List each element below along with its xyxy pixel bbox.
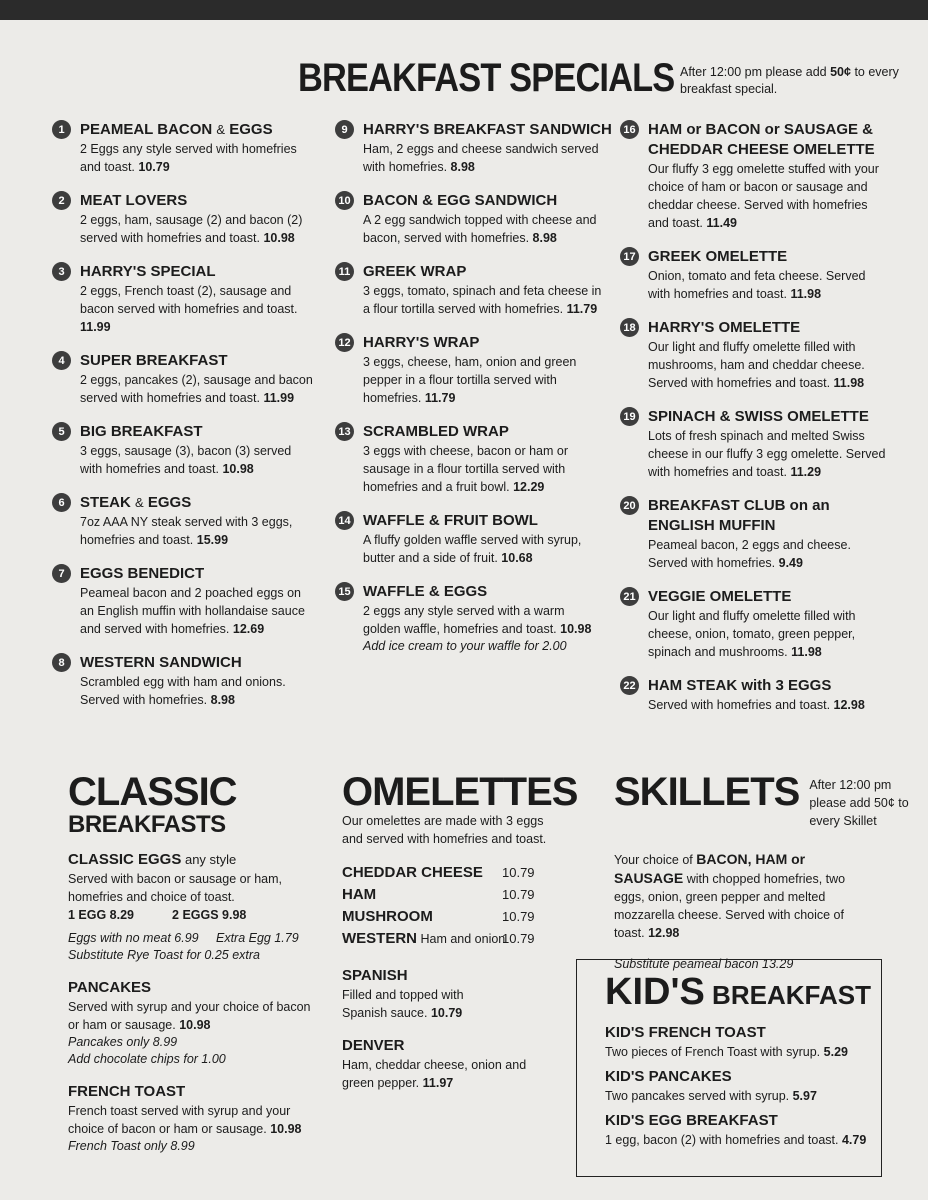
item-name: SPINACH & SWISS OMELETTE [648,408,869,425]
item-description: 1 egg, bacon (2) with homefries and toast. 4.79 [605,1133,867,1147]
menu-item [52,493,314,549]
item-description: Ham, 2 eggs and cheese sandwich served with homefries. 8.98 [363,142,599,174]
kids-item [605,1023,869,1061]
item-description: A fluffy golden waffle served with syrup, butter and a side of fruit. 10.68 [363,533,582,565]
item-number-badge: 13 [335,422,354,441]
item-number-badge: 7 [52,564,71,583]
menu-item [52,351,314,407]
omelette-row: WESTERN Ham and onion 10.79 [342,930,535,947]
pancakes-item [68,978,318,1068]
item-name: WAFFLE & FRUIT BOWL [363,512,538,529]
item-number-badge: 8 [52,653,71,672]
item-description: 2 eggs any style served with a warm golden waffle, homefries and toast. 10.98 [363,604,592,636]
menu-item [335,191,603,247]
item-number-badge: 19 [620,407,639,426]
item-number-badge: 10 [335,191,354,210]
item-name: HARRY'S WRAP [363,334,480,351]
item-number-badge: 14 [335,511,354,530]
item-number-badge: 9 [335,120,354,139]
item-name: HARRY'S BREAKFAST SANDWICH [363,121,612,138]
omelette-row: HAM 10.79 [342,886,535,903]
kids-item [605,1067,869,1105]
item-name: KID'S PANCAKES [605,1068,732,1085]
item-name: EGGS BENEDICT [80,565,205,582]
skillets-header [614,772,914,830]
item-number-badge: 1 [52,120,71,139]
menu-item [52,262,314,336]
menu-item [52,653,314,709]
specials-column-3 [620,120,890,729]
kids-heading: KID'S BREAKFAST [605,971,871,1013]
item-number-badge: 16 [620,120,639,139]
specials-column-1 [52,120,314,724]
item-number-badge: 22 [620,676,639,695]
kids-item [605,1111,869,1149]
menu-item [52,422,314,478]
item-description: Our light and fluffy omelette filled with cheese, onion, tomato, green pepper, spinach and mushrooms. 11.98 [648,609,856,659]
item-name: KID'S FRENCH TOAST [605,1024,766,1041]
kids-breakfast-box [576,959,882,1177]
item-name: SCRAMBLED WRAP [363,423,509,440]
spanish-omelette-item [342,966,562,1022]
item-name: BACON & EGG SANDWICH [363,192,558,209]
item-name: MEAT LOVERS [80,192,188,209]
item-number-badge: 2 [52,191,71,210]
denver-omelette-item [342,1036,562,1092]
item-name: GREEK OMELETTE [648,248,788,265]
item-name: BREAKFAST CLUB on an [648,497,830,514]
item-description: 3 eggs, sausage (3), bacon (3) served with homefries and toast. 10.98 [80,444,292,476]
item-name: HAM or BACON or SAUSAGE & [648,121,874,138]
item-number-badge: 4 [52,351,71,370]
skillet-substitute-note: Substitute peameal bacon 13.29 [614,957,794,971]
item-note: Add chocolate chips for 1.00 [68,1052,226,1066]
omelette-row: CHEDDAR CHEESE 10.79 [342,864,535,881]
item-note: Substitute Rye Toast for 0.25 extra [68,948,261,962]
menu-title: BREAKFAST SPECIALS [298,56,675,100]
item-description: Filled and topped with Spanish sauce. 10.79 [342,988,464,1020]
item-name: FRENCH TOAST [68,1083,186,1100]
item-description: Peameal bacon, 2 eggs and cheese. Served with homefries. 9.49 [648,538,851,570]
item-name: HAM STEAK with 3 EGGS [648,677,832,694]
menu-item [335,262,603,318]
item-name: SUPER BREAKFAST [80,352,228,369]
item-description: Served with bacon or sausage or ham, homefries and choice of toast. [68,872,283,904]
item-number-badge: 5 [52,422,71,441]
item-description: 2 eggs, French toast (2), sausage and bacon served with homefries and toast. 11.99 [80,284,298,334]
menu-item [620,120,890,232]
section-subheading: BREAKFASTS [68,811,226,838]
item-name: BIG BREAKFAST [80,423,203,440]
item-description: Scrambled egg with ham and onions. Served with homefries. 8.98 [80,675,286,707]
section-heading: OMELETTES [342,770,578,814]
item-name: PEAMEAL BACON & EGGS [80,121,273,138]
item-name: HARRY'S SPECIAL [80,263,216,280]
menu-item [52,191,314,247]
menu-item [52,120,314,176]
item-description: Our fluffy 3 egg omelette stuffed with your choice of ham or bacon or sausage and cheddar cheese. Served with homefries and toast. 11.49 [648,162,879,230]
item-name: KID'S EGG BREAKFAST [605,1112,778,1129]
item-description: Onion, tomato and feta cheese. Served with homefries and toast. 11.98 [648,269,866,301]
menu-item [335,511,603,567]
item-note: Add ice cream to your waffle for 2.00 [363,639,567,653]
item-number-badge: 12 [335,333,354,352]
item-description: 3 eggs with cheese, bacon or ham or sausage in a flour tortilla served with homefries and a fruit bowl. 12.29 [363,444,568,494]
menu-item [620,318,890,392]
omelettes-section [342,770,578,1106]
title-note: After 12:00 pm please add 50¢ to every breakfast special. [680,65,899,96]
section-heading: SKILLETS [614,770,800,814]
item-description: French toast served with syrup and your choice of bacon or ham or sausage. 10.98 [68,1104,302,1136]
item-description: Lots of fresh spinach and melted Swiss cheese in our fluffy 3 egg omelette. Served with homefries and toast. 11.29 [648,429,886,479]
omelette-row: MUSHROOM 10.79 [342,908,535,925]
specials-column-2 [335,120,612,670]
item-description: Two pancakes served with syrup. 5.97 [605,1089,817,1103]
item-note: Pancakes only 8.99 [68,1035,178,1049]
item-description: 7oz AAA NY steak served with 3 eggs, homefries and toast. 15.99 [80,515,293,547]
item-description: 3 eggs, cheese, ham, onion and green pepper in a flour tortilla served with homefries. 11.79 [363,355,577,405]
item-description: Ham, cheddar cheese, onion and green pepper. 11.97 [342,1058,527,1090]
item-name: PANCAKES [68,979,152,996]
menu-item [620,407,890,481]
menu-item [335,333,603,407]
item-number-badge: 20 [620,496,639,515]
egg-prices: 1 EGG 8.29 2 EGGS 9.98 [68,908,247,922]
item-note: Eggs with no meat 6.99 Extra Egg 1.79 [68,931,299,945]
item-number-badge: 3 [52,262,71,281]
top-border [0,0,928,20]
item-number-badge: 11 [335,262,354,281]
menu-item [620,587,890,661]
item-description: A 2 egg sandwich topped with cheese and bacon, served with homefries. 8.98 [363,213,597,245]
item-name: VEGGIE OMELETTE [648,588,792,605]
omelette-price-list [342,862,562,950]
menu-item [335,120,612,176]
item-description: 2 eggs, pancakes (2), sausage and bacon served with homefries and toast. 11.99 [80,373,313,405]
item-name: CLASSIC EGGS any style [68,851,237,868]
menu-item [620,247,890,303]
classic-breakfasts-section [68,772,318,1169]
item-name-line2: ENGLISH MUFFIN [648,517,776,534]
item-description: Peameal bacon and 2 poached eggs on an English muffin with hollandaise sauce and served with homefries. 12.69 [80,586,305,636]
item-number-badge: 6 [52,493,71,512]
menu-item [620,676,890,714]
item-description: Served with homefries and toast. 12.98 [648,698,865,712]
section-intro: Our omelettes are made with 3 eggs and served with homefries and toast. [342,814,547,846]
menu-item [620,496,890,572]
skillet-description: Your choice of BACON, HAM or SAUSAGE with chopped homefries, two eggs, onion, green pepper and melted mozzarella cheese. Served with choice of toast. 12.98 [614,851,846,940]
item-number-badge: 15 [335,582,354,601]
item-name: WAFFLE & EGGS [363,583,488,600]
section-heading: CLASSIC [68,770,237,814]
item-description: Our light and fluffy omelette filled with mushrooms, ham and cheddar cheese. Served with homefries and toast. 11.98 [648,340,865,390]
item-number-badge: 17 [620,247,639,266]
item-description: 3 eggs, tomato, spinach and feta cheese in a flour tortilla served with homefries. 11.79 [363,284,602,316]
skillets-section [614,772,914,973]
item-note: French Toast only 8.99 [68,1139,195,1153]
item-number-badge: 18 [620,318,639,337]
menu-item [335,582,603,655]
item-description: 2 Eggs any style served with homefries and toast. 10.79 [80,142,297,174]
menu-item [52,564,314,638]
classic-eggs-item [68,850,318,964]
item-name: STEAK & EGGS [80,494,192,511]
item-name: GREEK WRAP [363,263,467,280]
item-description: 2 eggs, ham, sausage (2) and bacon (2) served with homefries and toast. 10.98 [80,213,303,245]
item-number-badge: 21 [620,587,639,606]
item-name: HARRY'S OMELETTE [648,319,801,336]
french-toast-item [68,1082,318,1155]
skillets-note: After 12:00 pm please add 50¢ to every Skillet [809,778,909,828]
menu-item [335,422,603,496]
item-name: DENVER [342,1037,405,1054]
item-description: Two pieces of French Toast with syrup. 5.29 [605,1045,848,1059]
item-name: SPANISH [342,967,408,984]
item-name-line2: CHEDDAR CHEESE OMELETTE [648,141,875,158]
item-name: WESTERN SANDWICH [80,654,242,671]
item-description: Served with syrup and your choice of bacon or ham or sausage. 10.98 [68,1000,311,1032]
